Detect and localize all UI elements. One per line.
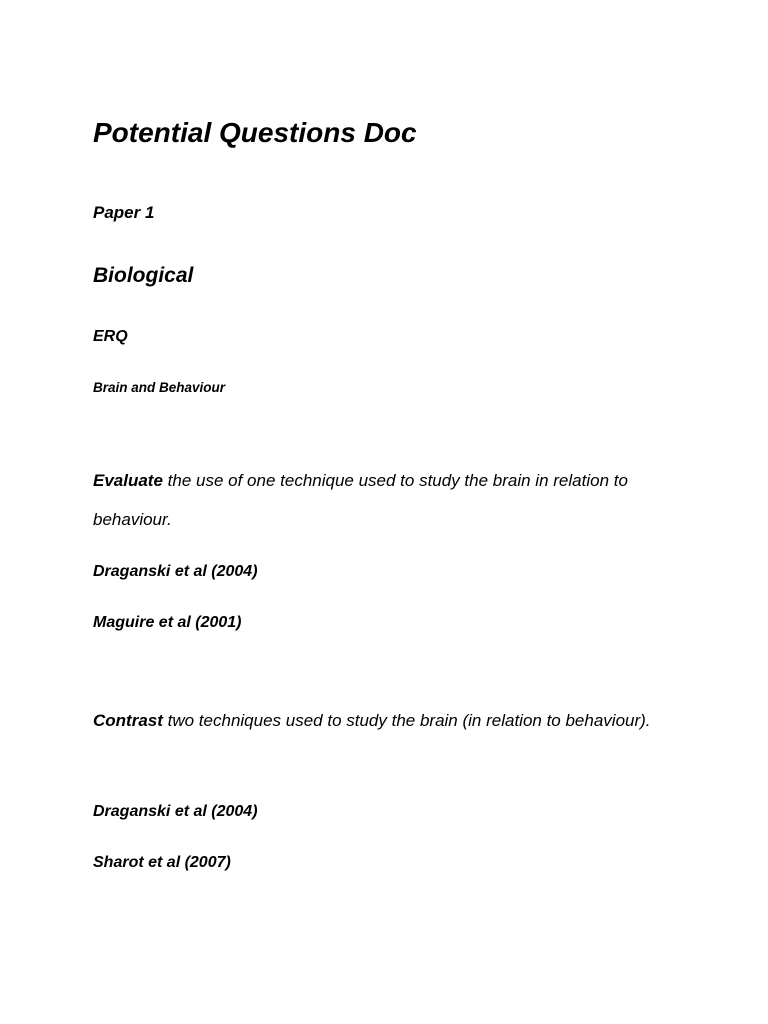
study-reference: Draganski et al (2004): [93, 563, 258, 580]
study-reference: Sharot et al (2007): [93, 854, 231, 871]
study-reference: Maguire et al (2001): [93, 614, 242, 631]
question-type-heading: ERQ: [93, 328, 128, 345]
topic-heading: Brain and Behaviour: [93, 380, 226, 395]
command-term: Evaluate: [93, 471, 163, 490]
question-text: two techniques used to study the brain (in relation to behaviour).: [162, 711, 651, 730]
section-heading: Biological: [93, 264, 194, 287]
question-1: [93, 461, 693, 539]
question-text: the use of one technique used to study the brain in relation to behaviour.: [93, 471, 628, 529]
paper-heading: Paper 1: [93, 203, 155, 222]
question-2: [93, 701, 693, 740]
document-title: Potential Questions Doc: [93, 117, 417, 148]
study-reference: Draganski et al (2004): [93, 803, 258, 820]
command-term: Contrast: [93, 711, 163, 730]
